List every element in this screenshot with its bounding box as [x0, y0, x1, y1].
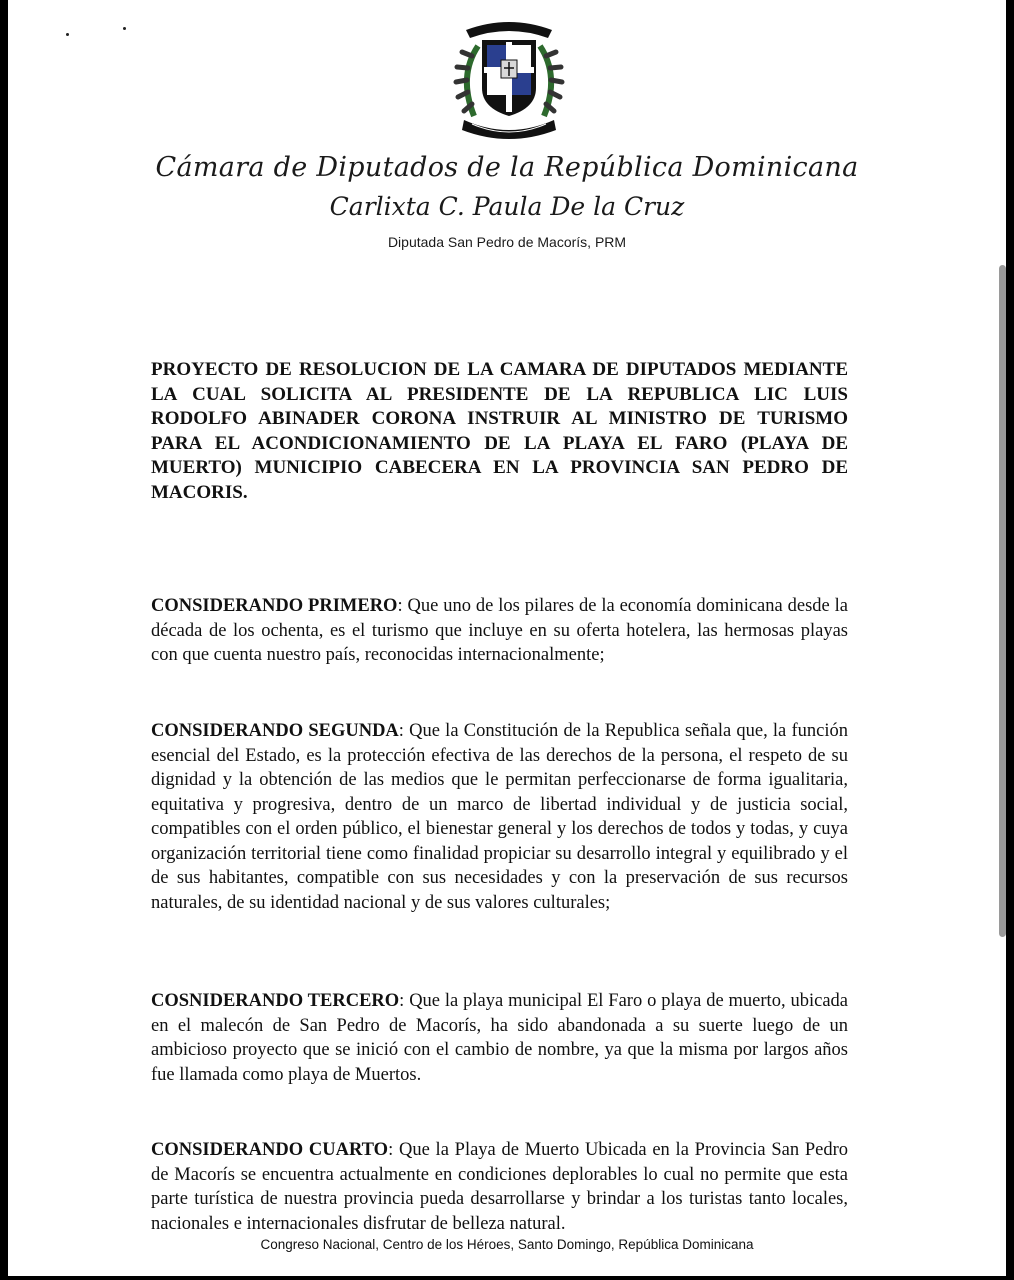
paragraph-text: : Que la playa municipal El Faro o playa de muerto, ubicada en el malecón de San Pedro de Macorís, ha sido abandonada a su suerte luego de un ambicioso proyecto que se inició con el cambio de nombre, ya que la misma por largos años fue llamada como playa de Muertos.	[151, 991, 848, 1085]
footer-address: Congreso Nacional, Centro de los Héroes, Santo Domingo, República Dominicana	[260, 1237, 754, 1252]
document-page	[8, 0, 1006, 1276]
paragraph-lead: COSNIDERANDO TERCERO	[151, 991, 400, 1011]
paragraph-text: : Que la Playa de Muerto Ubicada en la Provincia San Pedro de Macorís se encuentra actualmente en condiciones deplorables lo cual no permite que esta parte turística de nuestra provincia pueda desarrollarse y brindar a los turistas tanto locales, nacionales e internacionales disfrutar de belleza natural.	[151, 1140, 848, 1234]
scan-speck	[123, 27, 126, 30]
coat-of-arms-icon	[448, 16, 570, 144]
considerando-paragraph	[151, 989, 848, 1087]
scan-speck	[66, 33, 69, 36]
letterhead-organization: Cámara de Diputados de la República Dominicana	[155, 152, 859, 183]
paragraph-lead: CONSIDERANDO SEGUNDA	[151, 721, 399, 741]
document-title: PROYECTO DE RESOLUCION DE LA CAMARA DE DIPUTADOS MEDIANTE LA CUAL SOLICITA AL PRESIDENTE DE LA REPUBLICA LIC LUIS RODOLFO ABINADER CORONA INSTRUIR AL MINISTRO DE TURISMO PARA EL ACONDICIONAMIENTO DE LA PLAYA EL FARO (PLAYA DE MUERTO) MUNICIPIO CABECERA EN LA PROVINCIA SAN PEDRO DE MACORIS.	[151, 359, 848, 503]
letterhead-role: Diputada San Pedro de Macorís, PRM	[387, 234, 627, 250]
vertical-scrollbar[interactable]	[999, 265, 1006, 937]
considerando-paragraph	[151, 594, 848, 668]
considerando-paragraph	[151, 719, 848, 915]
considerando-paragraph	[151, 1138, 848, 1236]
paragraph-text: : Que la Constitución de la Republica señala que, la función esencial del Estado, es la protección efectiva de las derechos de la persona, el respeto de su dignidad y la obtención de las medios que le permitan perfeccionarse de forma igualitaria, equitativa y progresiva, dentro de un marco de libertad individual y de justicia social, compatibles con el orden público, el bienestar general y los derechos de todos y todas, y cuya organización territorial tiene como finalidad propiciar su desarrollo integral y equilibrado y el de sus habitantes, compatible con sus necesidades y con la preservación de sus recursos naturales, de su identidad nacional y de sus valores culturales;	[151, 721, 848, 913]
paragraph-lead: CONSIDERANDO CUARTO	[151, 1140, 389, 1160]
paragraph-lead: CONSIDERANDO PRIMERO	[151, 596, 398, 616]
paragraph-text: : Que uno de los pilares de la economía dominicana desde la década de los ochenta, es el turismo que incluye en su oferta hotelera, las hermosas playas con que cuenta nuestro país, reconocidas internacionalmente;	[151, 596, 848, 665]
letterhead-name: Carlixta C. Paula De la Cruz	[329, 192, 685, 221]
